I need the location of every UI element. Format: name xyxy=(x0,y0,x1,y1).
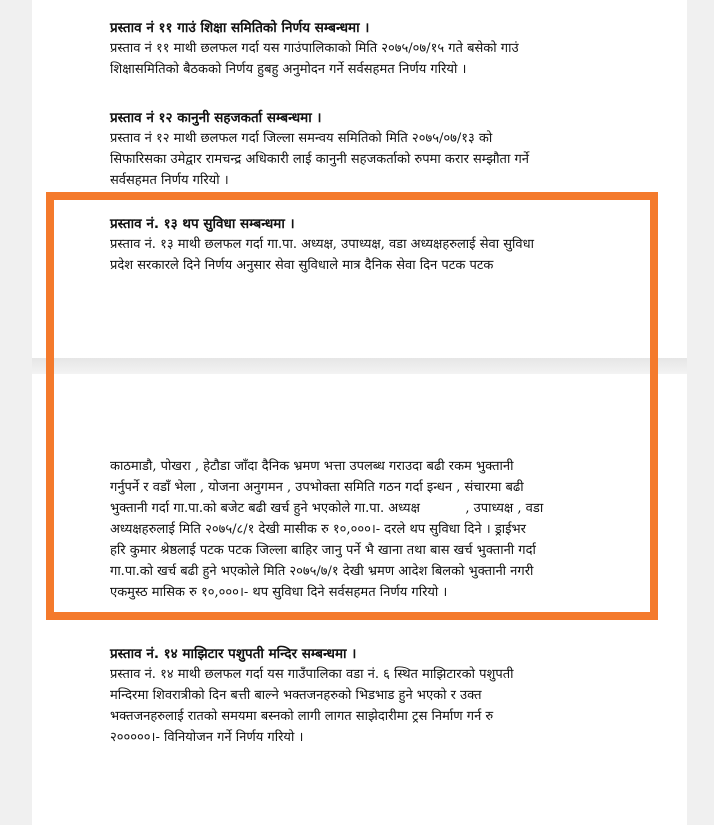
section-14-heading: प्रस्ताव नं. १४ माझिटार पशुपती मन्दिर सम्बन्धमा । xyxy=(110,646,357,662)
section-13-line: प्रदेश सरकारले दिने निर्णय अनुसार सेवा सुविधाले मात्र दैनिक सेवा दिन पटक पटक xyxy=(110,258,494,273)
section-13-line: अध्यक्षहरुलाई मिति २०७५/८/१ देखी मासीक रु १०,०००।- दरले थप सुविधा दिने । ड्राईभर xyxy=(110,522,527,537)
highlight-frame xyxy=(46,192,658,620)
section-14 xyxy=(110,644,630,748)
section-12-line: सिफारिसका उमेद्वार रामचन्द्र अधिकारी लाई कानुनी सहजकर्ताको रुपमा करार सम्झौता गर्ने xyxy=(110,152,529,167)
section-14-line: मन्दिरमा शिवरात्रीको दिन बत्ती बाल्ने भक्तजनहरुको भिडभाड हुने भएको र उक्त xyxy=(110,688,482,703)
section-12-heading: प्रस्ताव नं १२ कानुनी सहजकर्ता सम्बन्धमा । xyxy=(110,110,322,126)
section-11-line: शिक्षासमितिको बैठकको निर्णय हुबहु अनुमोदन गर्ने सर्वसहमत निर्णय गरियो । xyxy=(110,62,467,77)
section-14-line: भक्तजनहरुलाई रातको समयमा बस्नको लागी लागत साझेदारीमा ट्रस निर्माण गर्न रु xyxy=(110,709,494,724)
section-12 xyxy=(110,108,630,191)
section-13-heading: प्रस्ताव नं. १३ थप सुविधा सम्बन्धमा । xyxy=(110,216,295,232)
section-13-line: गा.पा.को खर्च बढी हुने भएकोले मिति २०७५/७/१ देखी भ्रमण आदेश बिलको भुक्तानी नगरी xyxy=(110,564,534,579)
section-14-line: प्रस्ताव नं. १४ माथी छलफल गर्दा यस गाउँपालिका वडा नं. ६ स्थित माझिटारको पशुपती xyxy=(110,667,514,682)
section-11-line: प्रस्ताव नं ११ माथी छलफल गर्दा यस गाउंपालिकाको मिति २०७५/०७/१५ गते बसेको गाउं xyxy=(110,41,519,56)
section-13-line: प्रस्ताव नं. १३ माथी छलफल गर्दा गा.पा. अध्यक्ष, उपाध्यक्ष, वडा अध्यक्षहरुलाई सेवा सुविधा xyxy=(110,237,534,252)
section-14-line: २०००००।- विनियोजन गर्ने निर्णय गरियो । xyxy=(110,730,304,745)
section-11-heading: प्रस्ताव नं ११ गाउं शिक्षा समितिको निर्णय सम्बन्धमा । xyxy=(110,20,370,36)
section-13-line: काठमाडौ, पोखरा , हेटौडा जाँदा दैनिक भ्रमण भत्ता उपलब्ध गराउदा बढी रकम भुक्तानी xyxy=(110,459,514,474)
section-12-line: प्रस्ताव नं १२ माथी छलफल गर्दा जिल्ला समन्वय समितिको मिति २०७५/०७/१३ को xyxy=(110,131,493,146)
section-11 xyxy=(110,18,630,80)
section-13-line: गर्नुपर्ने र वडाँ भेला , योजना अनुगमन , उपभोक्ता समिति गठन गर्दा इन्धन , संचारमा बढी xyxy=(110,480,524,495)
section-13-line: हरि कुमार श्रेष्ठलाई पटक पटक जिल्ला बाहिर जानु पर्ने भै खाना तथा बास खर्च भुक्तानी गर्दा xyxy=(110,543,536,558)
section-13-line: एकमुस्ठ मासिक रु १०,०००।- थप सुविधा दिने सर्वसहमत निर्णय गरियो । xyxy=(110,585,448,600)
section-12-line: सर्वसहमत निर्णय गरियो । xyxy=(110,173,229,188)
section-13-line: भुक्तानी गर्दा गा.पा.को बजेट बढी खर्च हुने भएकोले गा.पा. अध्यक्ष , उपाध्यक्ष , वडा xyxy=(110,501,544,516)
